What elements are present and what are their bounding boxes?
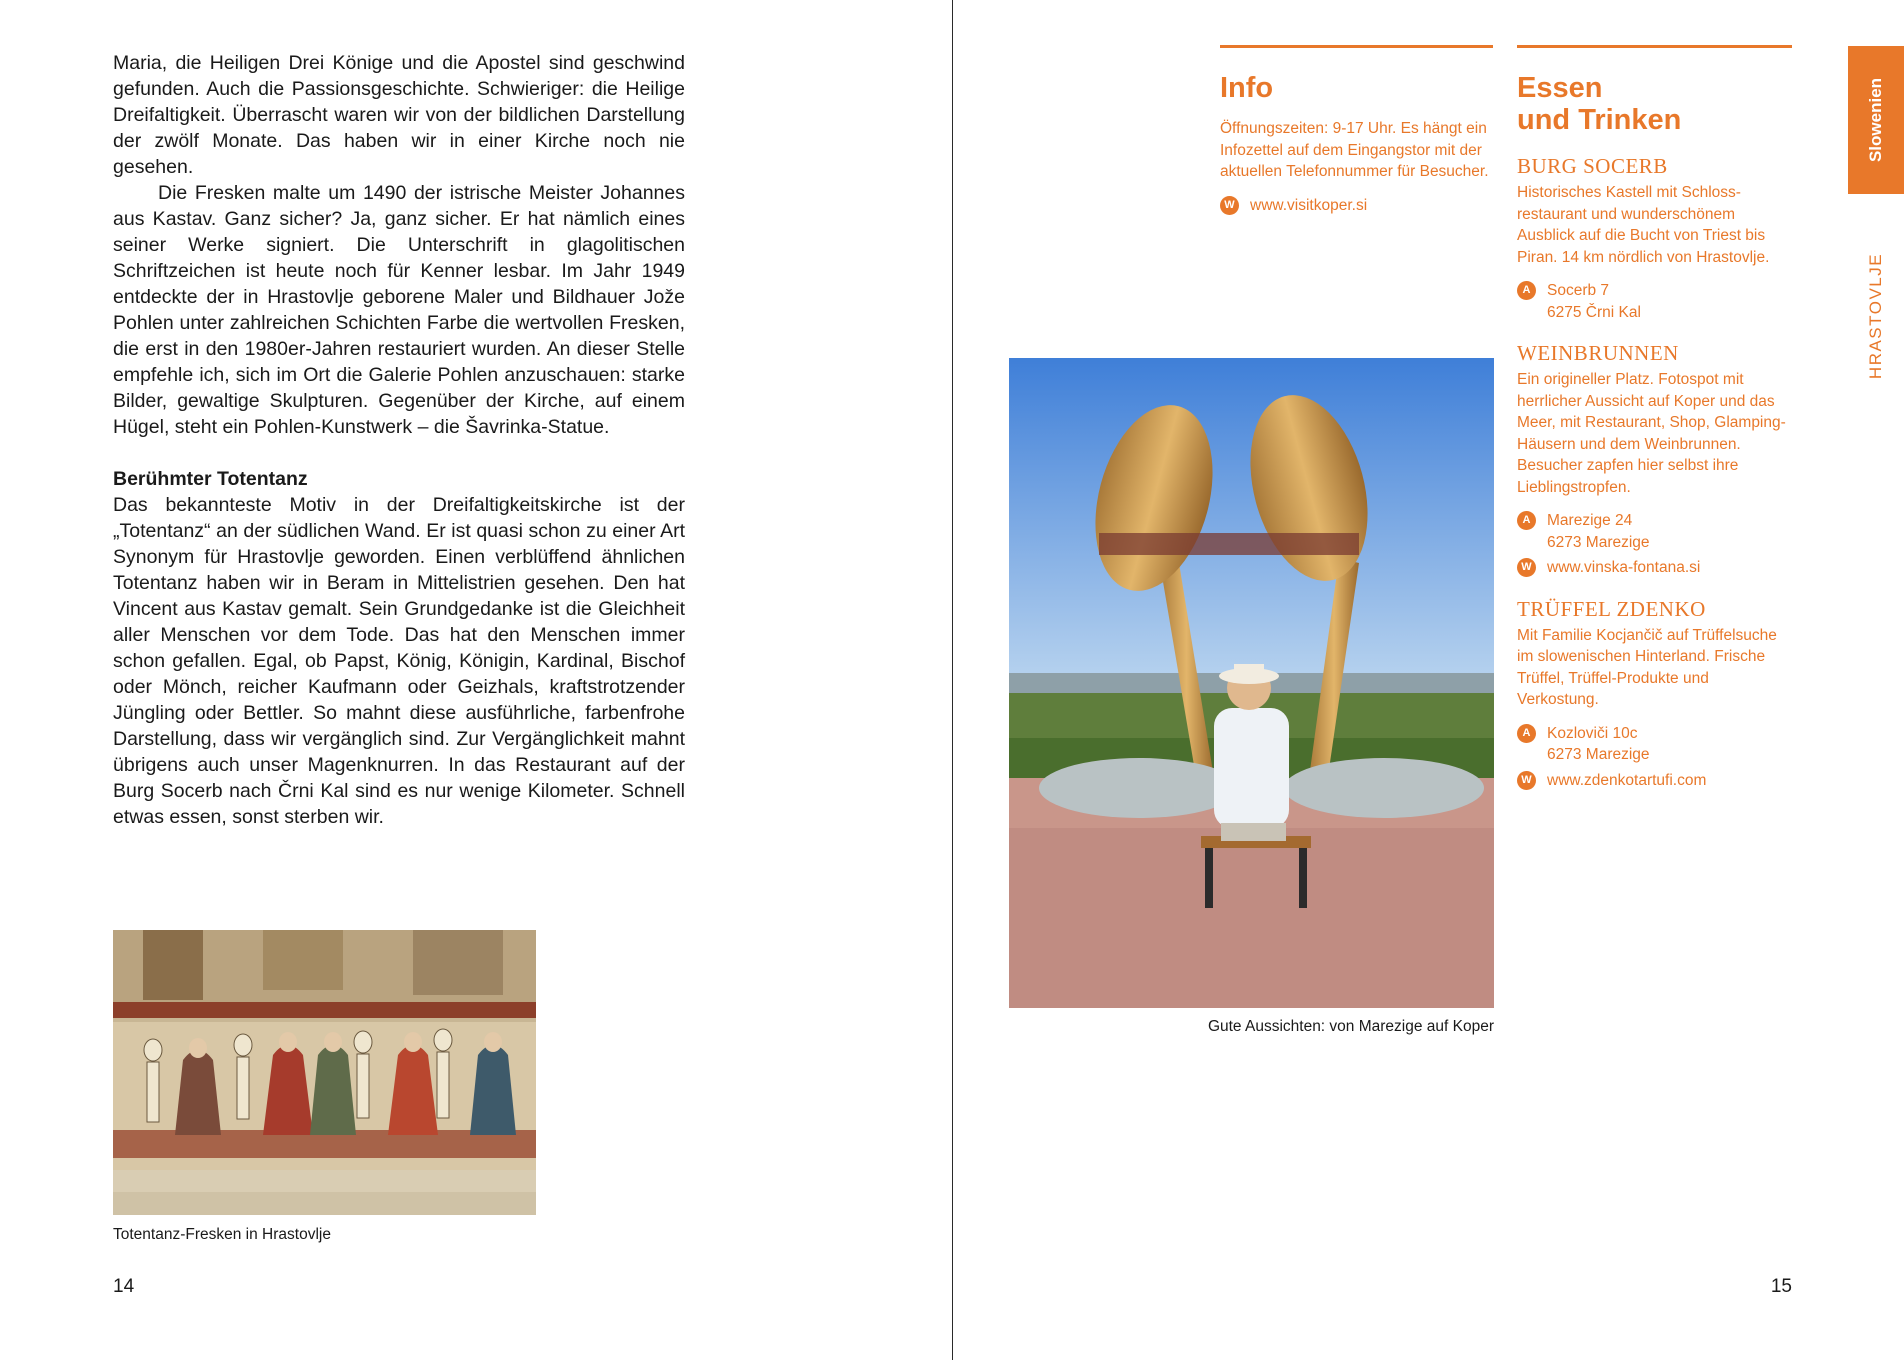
- address-line1: Kozloviči 10c: [1547, 724, 1638, 742]
- essen-title-line1: Essen: [1517, 72, 1603, 104]
- entry-weinbrunnen: [1517, 341, 1792, 579]
- photo-caption: Gute Aussichten: von Marezige auf Koper: [1207, 1018, 1494, 1035]
- address-icon: A: [1517, 724, 1536, 743]
- address-line1: Socerb 7: [1547, 282, 1610, 299]
- entry-title: WEINBRUNNEN: [1517, 341, 1679, 365]
- web-row: [1517, 557, 1792, 579]
- essen-rule: [1517, 45, 1792, 48]
- address-icon: A: [1517, 511, 1536, 530]
- address-line2: 6273 Marezige: [1547, 533, 1650, 551]
- web-icon: W: [1517, 771, 1536, 790]
- address-row: [1517, 723, 1792, 766]
- address-line2: 6273 Marezige: [1547, 746, 1650, 763]
- address-line1: Marezige 24: [1547, 512, 1633, 529]
- country-tab: [1848, 46, 1904, 194]
- paragraph-3: Das bekannteste Motiv in der Dreifaltigkeitskirche ist der „Totentanz“ an der südlichen Wand. Er ist quasi schon zu einer Art Synonym für Hrastovlje geworden. Einen verblüffend ähnlichen Totentanz haben wir in Beram in Mittelistrien gesehen. Den hat Vincent aus Kastav gemalt. Sein Grundgedanke ist die Gleichheit aller Menschen vor dem Tode. Das hat den Menschen immer schon gefallen. Egal, ob Papst, König, Königin, Kardinal, Bischof oder Mönch, reicher Kaufmann oder Geizhals, kraftstrotzender Jüngling oder Bettler. So mahnt diese ausführliche, farbenfrohe Darstellung, dass wir vergänglich sind. Zur Vergänglichkeit mahnt übrigens auch unser Magenknurren. In das Restaurant auf der Burg Socerb nach Črni Kal sind es nur wenige Kilometer. Schnell etwas essen, sonst sterben wir.: [113, 494, 685, 828]
- page-number-left: 14: [113, 1276, 135, 1297]
- web-icon: W: [1517, 558, 1536, 577]
- subheading-totentanz: Berühmter Totentanz: [113, 468, 308, 490]
- web-row: [1517, 770, 1792, 792]
- web-link[interactable]: www.vinska-fontana.si: [1547, 559, 1701, 576]
- entry-burg-socerb: [1517, 154, 1792, 323]
- essen-column: [1517, 45, 1792, 791]
- info-title: Info: [1220, 72, 1274, 104]
- entry-text: Historisches Kastell mit Schlossrestaurant und wunderschönem Ausblick auf die Bucht von Triest bis Piran. 14 km nördlich von Hrastovlje.: [1517, 184, 1770, 266]
- wine-glasses-photo: [1009, 358, 1494, 1008]
- address-line2: 6275 Črni Kal: [1547, 303, 1641, 321]
- entry-text: Mit Familie Kocjančič auf Trüffelsuche im slowenischen Hinterland. Frische Trüffel, Trüffel-Produkte und Verkostung.: [1517, 626, 1777, 708]
- info-web-row: [1220, 195, 1493, 217]
- place-tab: [1848, 250, 1904, 380]
- address-icon: A: [1517, 281, 1536, 300]
- address-row: [1517, 510, 1792, 553]
- fresco-photo: [113, 930, 536, 1215]
- entry-title: BURG SOCERB: [1517, 154, 1668, 178]
- country-tab-label: Slowenien: [1866, 77, 1885, 163]
- essen-title-line2: und Trinken: [1517, 104, 1682, 136]
- book-spine: [952, 0, 953, 1360]
- place-tab-label: HRASTOVLJE: [1866, 252, 1885, 380]
- entry-trueffel-zdenko: [1517, 597, 1792, 792]
- info-column: [1220, 45, 1493, 216]
- page-number-right: 15: [1770, 1276, 1792, 1297]
- entry-title: TRÜFFEL ZDENKO: [1517, 596, 1706, 621]
- web-link[interactable]: www.zdenkotartufi.com: [1547, 771, 1707, 789]
- info-web-link[interactable]: www.visitkoper.si: [1250, 196, 1368, 214]
- address-row: [1517, 280, 1792, 323]
- paragraph-2: Die Fresken malte um 1490 der istrische Meister Johannes aus Kastav. Ganz sicher? Ja, ganz sicher. Er hat nämlich eines seiner Werke signiert. Die Unterschrift in glagolitischen Schriftzeichen ist heute noch für Kenner lesbar. Im Jahr 1949 entdeckte der in Hrastovlje geborene Maler und Bildhauer Jože Pohlen unter zahlreichen Schichten Farbe die wertvollen Fresken, die erst in den 1980er-Jahren restauriert wurden. An dieser Stelle empfehle ich, sich im Ort die Galerie Pohlen anzuschauen: starke Bilder, gewaltige Skulpturen. Gegenüber der Kirche, auf einem Hügel, steht ein Pohlen-Kunstwerk – die Šavrinka-Statue.: [113, 182, 685, 438]
- paragraph-1: Maria, die Heiligen Drei Könige und die Apostel sind geschwind gefunden. Auch die Passionsgeschichte. Schwieriger: die Heilige Dreifaltigkeit. Überrascht waren wir von der bildlichen Darstellung der zwölf Monate. Das haben wir in einer Kirche noch nie gesehen.: [113, 52, 685, 178]
- entry-text: Ein origineller Platz. Fotospot mit herrlicher Aussicht auf Koper und das Meer, mit Restaurant, Shop, Glamping-Häusern und dem Weinbrunnen. Besucher zapfen hier selbst ihre Lieblingstropfen.: [1517, 371, 1786, 496]
- info-text: Öffnungszeiten: 9-17 Uhr. Es hängt ein Infozettel auf dem Eingangstor mit der aktuellen Telefonnummer für Besucher.: [1220, 120, 1489, 180]
- essen-title: [1517, 72, 1792, 136]
- fresco-caption: Totentanz-Fresken in Hrastovlje: [113, 1226, 331, 1243]
- info-rule: [1220, 45, 1493, 48]
- left-page-body: [113, 50, 685, 830]
- web-icon: W: [1220, 196, 1239, 215]
